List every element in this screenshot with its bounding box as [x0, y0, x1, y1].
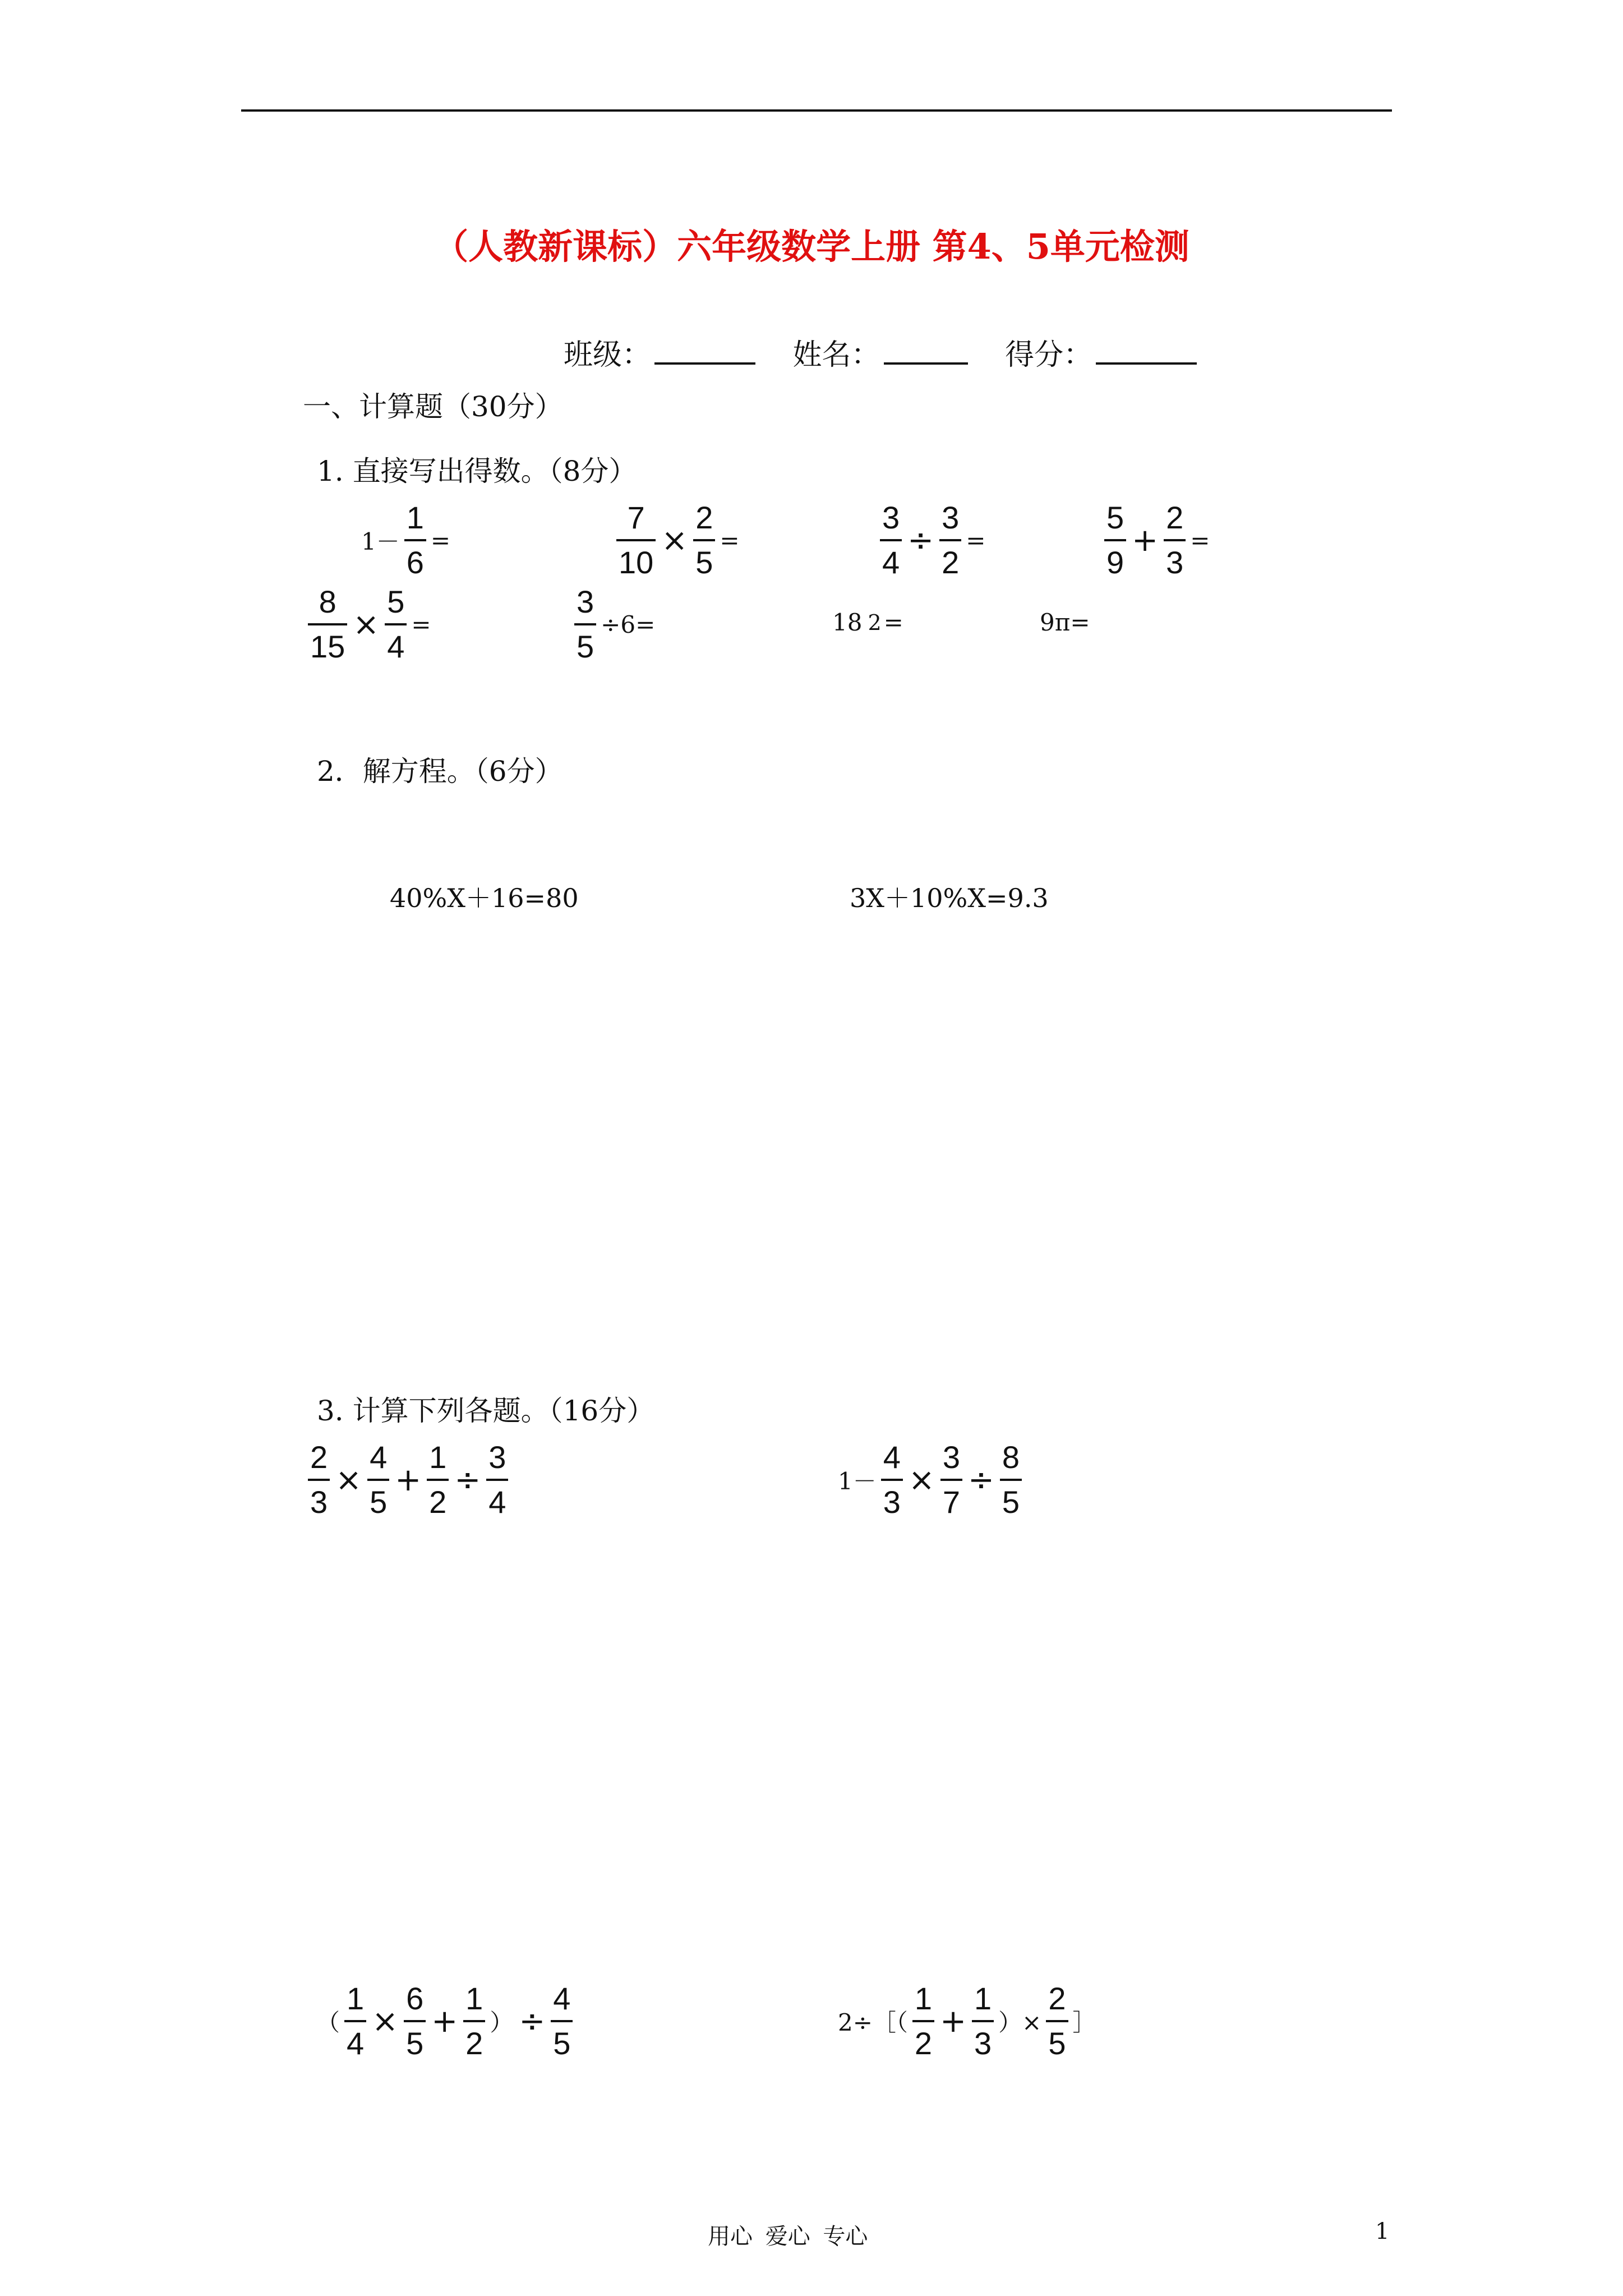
fraction — [693, 502, 715, 578]
numerator: 3 — [942, 1439, 960, 1475]
class-label: 班级： — [564, 338, 652, 372]
denominator: 3 — [308, 1479, 330, 1518]
fraction — [1104, 502, 1126, 578]
score-label: 得分： — [1005, 338, 1093, 372]
fraction — [939, 502, 961, 578]
question-3-label: 3. 计算下列各题。（16分） — [317, 1395, 655, 1427]
score-blank[interactable] — [1096, 338, 1197, 365]
denominator: 7 — [940, 1479, 962, 1518]
fraction — [880, 502, 902, 578]
numerator: 1 — [465, 1981, 483, 2016]
q3-problem-4-middle: ）× — [998, 2009, 1042, 2036]
q3-problem-4 — [836, 1983, 1099, 2059]
fraction — [427, 1439, 449, 1520]
denominator: 4 — [880, 539, 902, 578]
denominator: 2 — [427, 1479, 449, 1518]
question-1-label: 1. 直接写出得数。（8分） — [317, 455, 637, 487]
denominator: 6 — [404, 539, 426, 578]
operator: × — [661, 522, 688, 559]
name-blank[interactable] — [884, 338, 968, 365]
denominator: 2 — [912, 2020, 934, 2059]
q1-item-6-suffix: ÷6= — [601, 610, 656, 638]
numerator: 4 — [553, 1981, 571, 2016]
left-paren: （ — [316, 2009, 340, 2036]
q1-item-3 — [878, 502, 988, 578]
denominator: 15 — [308, 623, 347, 662]
numerator: 7 — [627, 500, 645, 535]
operator: × — [908, 1461, 935, 1498]
fraction — [404, 1983, 426, 2059]
student-info — [564, 331, 1197, 373]
page-title: （人教新课标）六年级数学上册 第4、5单元检测 — [434, 226, 1189, 267]
equals-sign: = — [720, 526, 740, 554]
equals-sign: = — [430, 526, 451, 554]
q3-problem-1 — [306, 1439, 510, 1520]
denominator: 4 — [486, 1479, 508, 1518]
numerator: 2 — [695, 500, 713, 535]
right-bracket: ］ — [1072, 2009, 1096, 2036]
power-exponent: 2 — [868, 610, 882, 635]
q3-problem-3 — [314, 1983, 575, 2059]
denominator: 4 — [344, 2020, 366, 2059]
numerator: 3 — [882, 500, 900, 535]
fraction — [881, 1439, 903, 1520]
numerator: 5 — [387, 584, 405, 619]
q1-item-1-prefix: 1－ — [361, 528, 400, 555]
equals-sign: = — [411, 610, 431, 638]
fraction — [551, 1983, 573, 2059]
equation-2: 3X＋10%X=9.3 — [850, 883, 1049, 913]
numerator: 3 — [488, 1439, 506, 1475]
q1-item-2 — [614, 502, 742, 578]
numerator: 2 — [1048, 1981, 1066, 2016]
q1-item-8 — [1038, 609, 1092, 636]
q3-problem-4-prefix: 2÷［（ — [838, 2009, 908, 2036]
denominator: 5 — [1000, 1479, 1022, 1518]
operator: × — [335, 1461, 362, 1498]
denominator: 5 — [404, 2020, 426, 2059]
denominator: 4 — [385, 623, 407, 662]
numerator: 1 — [974, 1981, 992, 2016]
right-paren: ） — [490, 2009, 514, 2036]
fraction — [367, 1439, 389, 1520]
denominator: 3 — [1164, 539, 1186, 578]
q3-problem-2-prefix: 1－ — [838, 1467, 877, 1495]
operator: + — [1132, 522, 1159, 559]
numerator: 1 — [429, 1439, 447, 1475]
fraction — [404, 502, 426, 578]
denominator: 5 — [1046, 2020, 1068, 2059]
operator: ÷ — [907, 522, 934, 559]
q1-item-5 — [306, 586, 434, 662]
equals-sign: = — [966, 526, 986, 554]
numerator: 3 — [942, 500, 960, 535]
denominator: 5 — [367, 1479, 389, 1518]
equation-1: 40%X＋16=80 — [390, 883, 579, 913]
numerator: 2 — [1166, 500, 1184, 535]
numerator: 1 — [347, 1981, 365, 2016]
fraction — [463, 1983, 485, 2059]
name-label: 姓名： — [792, 338, 880, 372]
q1-item-8-text: 9π= — [1040, 609, 1090, 636]
numerator: 8 — [1002, 1439, 1020, 1475]
fraction — [308, 586, 347, 662]
operator: + — [431, 2003, 458, 2040]
denominator: 9 — [1104, 539, 1126, 578]
numerator: 8 — [319, 584, 336, 619]
fraction — [308, 1439, 330, 1520]
numerator: 1 — [406, 500, 424, 535]
operator: + — [395, 1461, 422, 1498]
footer-text: 用心 爱心 专心 — [708, 2224, 868, 2249]
operator: × — [353, 606, 380, 643]
denominator: 2 — [463, 2020, 485, 2059]
numerator: 2 — [310, 1439, 328, 1475]
fraction — [1164, 502, 1186, 578]
fraction — [616, 502, 656, 578]
fraction — [1046, 1983, 1068, 2059]
power-base: 18 — [832, 609, 863, 636]
equals-sign: = — [1190, 526, 1210, 554]
equals-sign: = — [883, 609, 903, 636]
operator: + — [940, 2003, 966, 2040]
question-2-label: 2．解方程。（6分） — [317, 755, 563, 788]
numerator: 4 — [370, 1439, 388, 1475]
numerator: 6 — [406, 1981, 424, 2016]
header-rule — [241, 109, 1392, 112]
operator: ÷ — [967, 1461, 994, 1498]
operator: ÷ — [454, 1461, 481, 1498]
fraction — [385, 586, 407, 662]
q1-item-6 — [572, 586, 657, 662]
fraction — [344, 1983, 366, 2059]
denominator: 3 — [881, 1479, 903, 1518]
numerator: 1 — [914, 1981, 933, 2016]
fraction — [912, 1983, 934, 2059]
section-heading: 一、计算题（30分） — [303, 390, 563, 423]
denominator: 10 — [616, 539, 656, 578]
q3-problem-2 — [836, 1439, 1024, 1520]
numerator: 4 — [883, 1439, 901, 1475]
numerator: 5 — [1106, 500, 1124, 535]
q1-item-4 — [1102, 502, 1212, 578]
denominator: 3 — [972, 2020, 994, 2059]
fraction — [1000, 1439, 1022, 1520]
denominator: 5 — [551, 2020, 573, 2059]
fraction — [574, 586, 596, 662]
q1-item-1 — [359, 502, 453, 578]
operator: × — [372, 2003, 399, 2040]
denominator: 2 — [939, 539, 961, 578]
fraction — [940, 1439, 962, 1520]
operator: ÷ — [519, 2003, 546, 2040]
denominator: 5 — [574, 623, 596, 662]
class-blank[interactable] — [654, 338, 755, 365]
fraction — [972, 1983, 994, 2059]
fraction — [486, 1439, 508, 1520]
denominator: 5 — [693, 539, 715, 578]
numerator: 3 — [577, 584, 594, 619]
q1-item-7 — [830, 609, 906, 636]
page-number: 1 — [1375, 2219, 1390, 2244]
